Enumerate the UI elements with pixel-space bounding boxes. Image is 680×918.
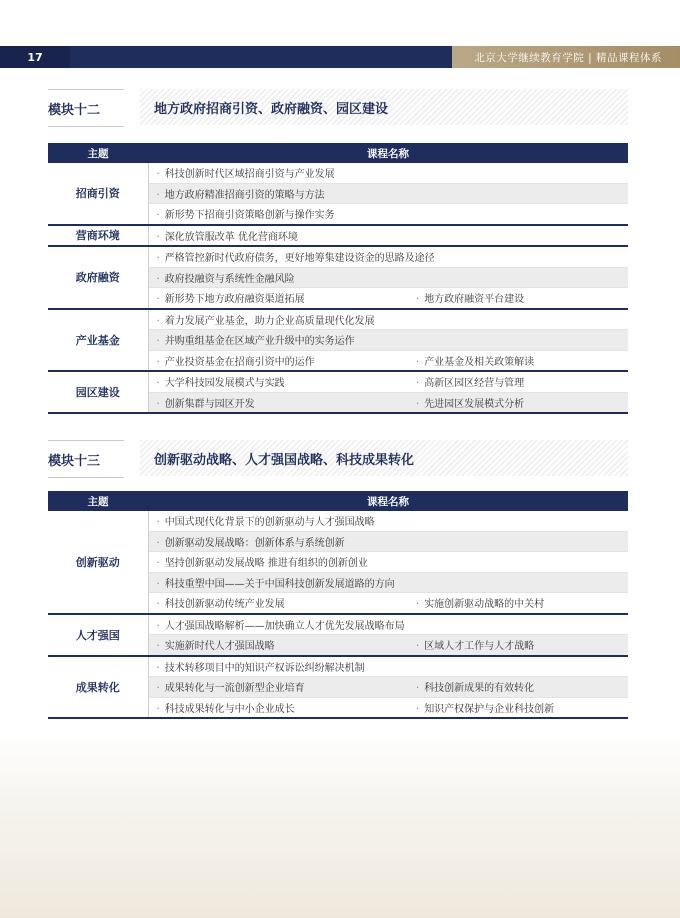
topic-cell: 成果转化: [48, 656, 148, 719]
table-row: [48, 225, 628, 247]
course-name: 新形势下招商引资策略创新与操作实务: [164, 210, 335, 222]
bullet-icon: ·: [156, 210, 160, 222]
page-number: 17: [0, 46, 70, 68]
topic-cell: 人才强国: [48, 614, 148, 656]
course-cell: [148, 350, 408, 371]
column-header-topic: 主题: [48, 143, 148, 163]
bullet-icon: ·: [416, 641, 420, 653]
course-name: 科技创新时代区域招商引资与产业发展: [164, 169, 335, 181]
bullet-icon: ·: [156, 189, 160, 201]
course-name: 知识产权保护与企业科技创新: [424, 703, 555, 715]
bullet-icon: ·: [416, 703, 420, 715]
column-header-topic: 主题: [48, 491, 148, 511]
bullet-icon: ·: [156, 294, 160, 306]
course-cell: [148, 267, 628, 288]
bullet-icon: ·: [156, 599, 160, 611]
course-name: 中国式现代化背景下的创新驱动与人才强国战略: [164, 517, 375, 529]
course-name: 并购重组基金在区域产业升级中的实务运作: [164, 336, 355, 348]
module12-title: 地方政府招商引资、政府融资、园区建设: [140, 89, 628, 125]
course-cell: [148, 677, 408, 698]
bullet-icon: ·: [156, 578, 160, 590]
course-name: 科技创新成果的有效转化: [424, 683, 535, 695]
header-caption: 北京大学继续教育学院 | 精品课程体系: [452, 46, 680, 68]
course-name: 人才强国战略解析——加快确立人才优先发展战略布局: [164, 620, 405, 632]
course-name: 先进园区发展模式分析: [424, 398, 525, 410]
course-name: 实施新时代人才强国战略: [164, 641, 275, 653]
course-name: 科技成果转化与中小企业成长: [164, 703, 295, 715]
course-cell: [148, 371, 408, 392]
course-name: 大学科技园发展模式与实践: [164, 378, 285, 390]
course-cell: [408, 697, 628, 718]
table-row: [48, 309, 628, 330]
course-name: 地方政府融资平台建设: [424, 294, 525, 306]
module12-label: 模块十二: [48, 89, 124, 127]
course-cell: [148, 288, 408, 309]
header-bar: [0, 46, 680, 68]
module13-title: 创新驱动战略、人才强国战略、科技成果转化: [140, 440, 628, 476]
bullet-icon: ·: [156, 703, 160, 715]
bullet-icon: ·: [156, 398, 160, 410]
module12-table: [48, 143, 628, 414]
course-name: 科技重塑中国——关于中国科技创新发展道路的方向: [164, 578, 395, 590]
course-name: 地方政府精准招商引资的策略与方法: [164, 189, 325, 201]
bullet-icon: ·: [156, 641, 160, 653]
course-name: 坚持创新驱动发展战略 推进有组织的创新创业: [164, 558, 368, 570]
table-row: [48, 511, 628, 531]
column-header-course: 课程名称: [148, 491, 628, 511]
module13-heading: [48, 440, 628, 476]
course-cell: [148, 572, 628, 593]
course-name: 创新驱动发展战略：创新体系与系统创新: [164, 537, 345, 549]
course-name: 产业投资基金在招商引资中的运作: [164, 356, 315, 368]
course-cell: [408, 593, 628, 614]
course-name: 高新区园区经营与管理: [424, 378, 525, 390]
table-row: [48, 163, 628, 183]
bullet-icon: ·: [156, 315, 160, 327]
column-header-course: 课程名称: [148, 143, 628, 163]
course-cell: [148, 593, 408, 614]
table-row: [48, 371, 628, 392]
course-cell: [148, 635, 408, 656]
bullet-icon: ·: [416, 683, 420, 695]
course-cell: [148, 392, 408, 413]
course-name: 严格管控新时代政府债务，更好地筹集建设资金的思路及途径: [164, 253, 435, 265]
course-cell: [148, 309, 628, 330]
table-row: [48, 656, 628, 677]
table-row: [48, 614, 628, 635]
course-name: 科技创新驱动传统产业发展: [164, 599, 285, 611]
topic-cell: 创新驱动: [48, 511, 148, 614]
course-name: 实施创新驱动战略的中关村: [424, 599, 545, 611]
bullet-icon: ·: [156, 683, 160, 695]
topic-cell: 产业基金: [48, 309, 148, 372]
background-artwork: [0, 730, 680, 918]
course-name: 区域人才工作与人才战略: [424, 641, 535, 653]
course-name: 深化放管服改革 优化营商环境: [164, 231, 298, 243]
module13-table: [48, 491, 628, 719]
course-cell: [148, 656, 628, 677]
bullet-icon: ·: [156, 558, 160, 570]
bullet-icon: ·: [156, 273, 160, 285]
course-cell: [148, 614, 628, 635]
bullet-icon: ·: [416, 294, 420, 306]
topic-cell: 政府融资: [48, 246, 148, 309]
bullet-icon: ·: [416, 378, 420, 390]
table-row: [48, 246, 628, 267]
bullet-icon: ·: [416, 599, 420, 611]
course-cell: [408, 392, 628, 413]
course-name: 新形势下地方政府融资渠道拓展: [164, 294, 305, 306]
module12-heading: [48, 89, 628, 125]
course-cell: [148, 552, 628, 573]
course-name: 政府投融资与系统性金融风险: [164, 273, 295, 285]
course-cell: [148, 183, 628, 204]
bullet-icon: ·: [156, 662, 160, 674]
topic-cell: 营商环境: [48, 225, 148, 247]
course-cell: [148, 225, 628, 247]
course-cell: [408, 677, 628, 698]
course-cell: [148, 531, 628, 552]
topic-cell: 招商引资: [48, 163, 148, 225]
bullet-icon: ·: [156, 336, 160, 348]
course-cell: [408, 350, 628, 371]
course-cell: [408, 635, 628, 656]
course-cell: [408, 288, 628, 309]
course-cell: [148, 330, 628, 351]
bullet-icon: ·: [416, 356, 420, 368]
bullet-icon: ·: [156, 231, 160, 243]
course-name: 着力发展产业基金，助力企业高质量现代化发展: [164, 315, 375, 327]
bullet-icon: ·: [416, 398, 420, 410]
course-name: 创新集群与园区开发: [164, 398, 255, 410]
bullet-icon: ·: [156, 620, 160, 632]
course-cell: [408, 371, 628, 392]
course-name: 产业基金及相关政策解读: [424, 356, 535, 368]
bullet-icon: ·: [156, 537, 160, 549]
bullet-icon: ·: [156, 356, 160, 368]
bullet-icon: ·: [156, 517, 160, 529]
course-cell: [148, 697, 408, 718]
course-cell: [148, 511, 628, 531]
bullet-icon: ·: [156, 253, 160, 265]
course-name: 技术转移项目中的知识产权诉讼纠纷解决机制: [164, 662, 365, 674]
course-cell: [148, 163, 628, 183]
module13-label: 模块十三: [48, 440, 124, 478]
topic-cell: 园区建设: [48, 371, 148, 413]
bullet-icon: ·: [156, 169, 160, 181]
course-cell: [148, 246, 628, 267]
course-name: 成果转化与一流创新型企业培育: [164, 683, 305, 695]
course-cell: [148, 204, 628, 225]
bullet-icon: ·: [156, 378, 160, 390]
table-header-row: [48, 491, 628, 511]
table-header-row: [48, 143, 628, 163]
